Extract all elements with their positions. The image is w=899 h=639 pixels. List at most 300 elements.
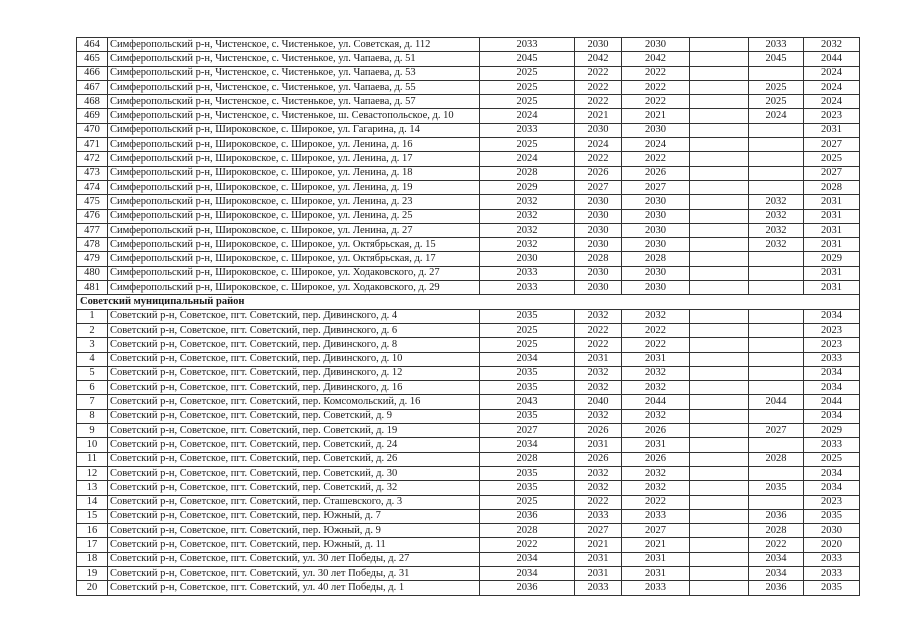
address-cell: Советский р-н, Советское, пгт. Советский, пер. Сташевского, д. 3 (108, 495, 480, 509)
year-cell-2: 2031 (575, 438, 622, 452)
row-number: 466 (77, 66, 108, 80)
row-number: 471 (77, 138, 108, 152)
year-cell-4 (690, 238, 749, 252)
year-cell-6: 2033 (804, 552, 860, 566)
year-cell-5: 2035 (749, 481, 804, 495)
year-cell-4 (690, 281, 749, 295)
year-cell-3: 2022 (622, 495, 690, 509)
year-cell-6: 2025 (804, 152, 860, 166)
address-cell: Симферопольский р-н, Чистенское, с. Чистенькое, ул. Советская, д. 112 (108, 38, 480, 52)
year-cell-6: 2031 (804, 209, 860, 223)
year-cell-2: 2022 (575, 338, 622, 352)
year-cell-5 (749, 409, 804, 423)
year-cell-4 (690, 323, 749, 337)
year-cell-6: 2024 (804, 66, 860, 80)
year-cell-2: 2033 (575, 509, 622, 523)
year-cell-6: 2035 (804, 581, 860, 595)
year-cell-6: 2034 (804, 481, 860, 495)
year-cell-2: 2032 (575, 466, 622, 480)
year-cell-2: 2032 (575, 409, 622, 423)
table-section (77, 295, 860, 309)
year-cell-1: 2025 (480, 80, 575, 94)
year-cell-1: 2025 (480, 95, 575, 109)
table-row (77, 152, 860, 166)
year-cell-5: 2027 (749, 424, 804, 438)
year-cell-4 (690, 180, 749, 194)
year-cell-4 (690, 152, 749, 166)
address-cell: Советский р-н, Советское, пгт. Советский, пер. Дивинского, д. 10 (108, 352, 480, 366)
address-cell: Симферопольский р-н, Чистенское, с. Чистенькое, ул. Чапаева, д. 57 (108, 95, 480, 109)
year-cell-3: 2033 (622, 581, 690, 595)
year-cell-2: 2031 (575, 552, 622, 566)
section-header-row (77, 295, 860, 309)
year-cell-2: 2022 (575, 323, 622, 337)
year-cell-6: 2034 (804, 409, 860, 423)
year-cell-6: 2027 (804, 138, 860, 152)
year-cell-1: 2035 (480, 381, 575, 395)
year-cell-1: 2034 (480, 566, 575, 580)
table-row (77, 138, 860, 152)
year-cell-6: 2044 (804, 52, 860, 66)
year-cell-4 (690, 481, 749, 495)
address-cell: Симферопольский р-н, Чистенское, с. Чистенькое, ул. Чапаева, д. 51 (108, 52, 480, 66)
address-cell: Советский р-н, Советское, пгт. Советский, пер. Дивинского, д. 8 (108, 338, 480, 352)
year-cell-2: 2030 (575, 266, 622, 280)
address-cell: Советский р-н, Советское, пгт. Советский, пер. Советский, д. 26 (108, 452, 480, 466)
table-row (77, 381, 860, 395)
address-cell: Советский р-н, Советское, пгт. Советский, пер. Дивинского, д. 4 (108, 309, 480, 323)
year-cell-3: 2021 (622, 109, 690, 123)
row-number: 4 (77, 352, 108, 366)
year-cell-2: 2032 (575, 381, 622, 395)
year-cell-1: 2045 (480, 52, 575, 66)
year-cell-2: 2030 (575, 195, 622, 209)
row-number: 469 (77, 109, 108, 123)
table-row (77, 95, 860, 109)
year-cell-3: 2030 (622, 123, 690, 137)
year-cell-1: 2036 (480, 581, 575, 595)
address-cell: Симферопольский р-н, Чистенское, с. Чистенькое, ул. Чапаева, д. 55 (108, 80, 480, 94)
year-cell-1: 2022 (480, 538, 575, 552)
year-cell-3: 2044 (622, 395, 690, 409)
year-cell-4 (690, 352, 749, 366)
year-cell-1: 2025 (480, 138, 575, 152)
row-number: 14 (77, 495, 108, 509)
year-cell-4 (690, 381, 749, 395)
year-cell-3: 2026 (622, 166, 690, 180)
year-cell-4 (690, 366, 749, 380)
year-cell-5 (749, 323, 804, 337)
table-row (77, 566, 860, 580)
table-body-upper (77, 38, 860, 295)
year-cell-4 (690, 395, 749, 409)
row-number: 13 (77, 481, 108, 495)
year-cell-1: 2035 (480, 466, 575, 480)
year-cell-5: 2028 (749, 452, 804, 466)
year-cell-4 (690, 138, 749, 152)
year-cell-2: 2026 (575, 424, 622, 438)
row-number: 470 (77, 123, 108, 137)
row-number: 19 (77, 566, 108, 580)
year-cell-5 (749, 180, 804, 194)
year-cell-2: 2022 (575, 80, 622, 94)
year-cell-3: 2022 (622, 152, 690, 166)
year-cell-1: 2025 (480, 323, 575, 337)
address-cell: Симферопольский р-н, Широковское, с. Широкое, ул. Ленина, д. 19 (108, 180, 480, 194)
row-number: 7 (77, 395, 108, 409)
row-number: 12 (77, 466, 108, 480)
year-cell-4 (690, 266, 749, 280)
year-cell-6: 2031 (804, 123, 860, 137)
year-cell-5 (749, 252, 804, 266)
year-cell-1: 2025 (480, 495, 575, 509)
table-row (77, 223, 860, 237)
row-number: 16 (77, 524, 108, 538)
table-row (77, 466, 860, 480)
row-number: 9 (77, 424, 108, 438)
year-cell-5: 2032 (749, 209, 804, 223)
year-cell-3: 2032 (622, 309, 690, 323)
year-cell-1: 2033 (480, 123, 575, 137)
address-cell: Советский р-н, Советское, пгт. Советский, пер. Советский, д. 24 (108, 438, 480, 452)
year-cell-6: 2029 (804, 424, 860, 438)
year-cell-4 (690, 466, 749, 480)
year-cell-1: 2035 (480, 481, 575, 495)
address-cell: Советский р-н, Советское, пгт. Советский, пер. Дивинского, д. 6 (108, 323, 480, 337)
year-cell-5: 2033 (749, 38, 804, 52)
year-cell-3: 2022 (622, 95, 690, 109)
year-cell-1: 2035 (480, 366, 575, 380)
year-cell-3: 2027 (622, 524, 690, 538)
row-number: 1 (77, 309, 108, 323)
year-cell-6: 2035 (804, 509, 860, 523)
year-cell-2: 2032 (575, 366, 622, 380)
year-cell-6: 2031 (804, 223, 860, 237)
year-cell-2: 2028 (575, 252, 622, 266)
year-cell-1: 2024 (480, 152, 575, 166)
year-cell-4 (690, 52, 749, 66)
year-cell-2: 2027 (575, 180, 622, 194)
year-cell-3: 2022 (622, 80, 690, 94)
year-cell-5: 2025 (749, 80, 804, 94)
table-row (77, 352, 860, 366)
table-row (77, 252, 860, 266)
year-cell-4 (690, 66, 749, 80)
year-cell-4 (690, 166, 749, 180)
row-number: 11 (77, 452, 108, 466)
table-row (77, 395, 860, 409)
row-number: 17 (77, 538, 108, 552)
year-cell-5 (749, 123, 804, 137)
address-cell: Симферопольский р-н, Широковское, с. Широкое, ул. Ходаковского, д. 27 (108, 266, 480, 280)
address-cell: Симферопольский р-н, Чистенское, с. Чистенькое, ш. Севастопольское, д. 10 (108, 109, 480, 123)
year-cell-4 (690, 123, 749, 137)
year-cell-2: 2024 (575, 138, 622, 152)
year-cell-1: 2034 (480, 438, 575, 452)
table-row (77, 452, 860, 466)
table-row (77, 281, 860, 295)
table-row (77, 38, 860, 52)
address-cell: Советский р-н, Советское, пгт. Советский, пер. Советский, д. 9 (108, 409, 480, 423)
year-cell-3: 2032 (622, 481, 690, 495)
table-row (77, 509, 860, 523)
year-cell-6: 2025 (804, 452, 860, 466)
housing-register-table (76, 37, 860, 596)
year-cell-5: 2032 (749, 223, 804, 237)
year-cell-6: 2024 (804, 80, 860, 94)
year-cell-5: 2028 (749, 524, 804, 538)
row-number: 477 (77, 223, 108, 237)
year-cell-5: 2022 (749, 538, 804, 552)
year-cell-2: 2032 (575, 481, 622, 495)
address-cell: Симферопольский р-н, Широковское, с. Широкое, ул. Ленина, д. 16 (108, 138, 480, 152)
year-cell-2: 2022 (575, 152, 622, 166)
year-cell-4 (690, 566, 749, 580)
table-row (77, 66, 860, 80)
address-cell: Советский р-н, Советское, пгт. Советский, пер. Советский, д. 19 (108, 424, 480, 438)
year-cell-5 (749, 338, 804, 352)
year-cell-6: 2034 (804, 366, 860, 380)
year-cell-1: 2035 (480, 409, 575, 423)
year-cell-2: 2040 (575, 395, 622, 409)
row-number: 20 (77, 581, 108, 595)
year-cell-1: 2035 (480, 309, 575, 323)
year-cell-6: 2033 (804, 566, 860, 580)
year-cell-5: 2034 (749, 566, 804, 580)
address-cell: Симферопольский р-н, Широковское, с. Широкое, ул. Ходаковского, д. 29 (108, 281, 480, 295)
year-cell-2: 2021 (575, 538, 622, 552)
address-cell: Советский р-н, Советское, пгт. Советский, пер. Советский, д. 30 (108, 466, 480, 480)
table-row (77, 552, 860, 566)
table-row (77, 409, 860, 423)
year-cell-2: 2022 (575, 66, 622, 80)
year-cell-3: 2022 (622, 66, 690, 80)
year-cell-5 (749, 438, 804, 452)
year-cell-1: 2033 (480, 38, 575, 52)
year-cell-6: 2024 (804, 95, 860, 109)
year-cell-4 (690, 95, 749, 109)
year-cell-3: 2042 (622, 52, 690, 66)
year-cell-1: 2032 (480, 223, 575, 237)
year-cell-6: 2031 (804, 266, 860, 280)
year-cell-5 (749, 466, 804, 480)
year-cell-1: 2028 (480, 166, 575, 180)
row-number: 481 (77, 281, 108, 295)
year-cell-1: 2024 (480, 109, 575, 123)
address-cell: Симферопольский р-н, Широковское, с. Широкое, ул. Гагарина, д. 14 (108, 123, 480, 137)
row-number: 472 (77, 152, 108, 166)
year-cell-3: 2031 (622, 438, 690, 452)
year-cell-4 (690, 80, 749, 94)
year-cell-6: 2031 (804, 238, 860, 252)
year-cell-3: 2026 (622, 452, 690, 466)
year-cell-2: 2030 (575, 223, 622, 237)
table-row (77, 52, 860, 66)
year-cell-6: 2028 (804, 180, 860, 194)
year-cell-2: 2033 (575, 581, 622, 595)
year-cell-3: 2030 (622, 195, 690, 209)
year-cell-1: 2032 (480, 195, 575, 209)
year-cell-3: 2028 (622, 252, 690, 266)
year-cell-6: 2023 (804, 109, 860, 123)
year-cell-3: 2032 (622, 409, 690, 423)
row-number: 475 (77, 195, 108, 209)
row-number: 468 (77, 95, 108, 109)
year-cell-4 (690, 223, 749, 237)
year-cell-5: 2024 (749, 109, 804, 123)
year-cell-6: 2031 (804, 281, 860, 295)
year-cell-4 (690, 195, 749, 209)
year-cell-1: 2029 (480, 180, 575, 194)
address-cell: Симферопольский р-н, Широковское, с. Широкое, ул. Октябрьская, д. 17 (108, 252, 480, 266)
table-row (77, 438, 860, 452)
year-cell-4 (690, 581, 749, 595)
year-cell-5: 2045 (749, 52, 804, 66)
year-cell-6: 2034 (804, 309, 860, 323)
row-number: 479 (77, 252, 108, 266)
year-cell-1: 2025 (480, 66, 575, 80)
year-cell-5 (749, 138, 804, 152)
address-cell: Советский р-н, Советское, пгт. Советский, пер. Комсомольский, д. 16 (108, 395, 480, 409)
address-cell: Советский р-н, Советское, пгт. Советский, ул. 30 лет Победы, д. 27 (108, 552, 480, 566)
year-cell-2: 2030 (575, 38, 622, 52)
address-cell: Симферопольский р-н, Широковское, с. Широкое, ул. Ленина, д. 23 (108, 195, 480, 209)
year-cell-2: 2030 (575, 123, 622, 137)
year-cell-1: 2032 (480, 238, 575, 252)
section-title: Советский муниципальный район (77, 295, 860, 309)
year-cell-5 (749, 366, 804, 380)
address-cell: Советский р-н, Советское, пгт. Советский, пер. Советский, д. 32 (108, 481, 480, 495)
table-row (77, 424, 860, 438)
table-row (77, 538, 860, 552)
table-row (77, 581, 860, 595)
year-cell-3: 2030 (622, 281, 690, 295)
year-cell-6: 2034 (804, 381, 860, 395)
table-row (77, 209, 860, 223)
year-cell-5: 2044 (749, 395, 804, 409)
year-cell-2: 2042 (575, 52, 622, 66)
year-cell-1: 2033 (480, 281, 575, 295)
year-cell-6: 2033 (804, 352, 860, 366)
year-cell-4 (690, 509, 749, 523)
table-row (77, 266, 860, 280)
year-cell-4 (690, 495, 749, 509)
year-cell-3: 2030 (622, 266, 690, 280)
year-cell-3: 2026 (622, 424, 690, 438)
year-cell-5 (749, 281, 804, 295)
year-cell-4 (690, 38, 749, 52)
year-cell-4 (690, 452, 749, 466)
address-cell: Симферопольский р-н, Широковское, с. Широкое, ул. Ленина, д. 27 (108, 223, 480, 237)
year-cell-6: 2030 (804, 524, 860, 538)
year-cell-6: 2034 (804, 466, 860, 480)
year-cell-4 (690, 309, 749, 323)
table-body-lower (77, 309, 860, 595)
row-number: 8 (77, 409, 108, 423)
table-row (77, 323, 860, 337)
table-row (77, 481, 860, 495)
year-cell-3: 2030 (622, 38, 690, 52)
year-cell-4 (690, 409, 749, 423)
table-row (77, 524, 860, 538)
table-row (77, 195, 860, 209)
table-row (77, 180, 860, 194)
year-cell-6: 2020 (804, 538, 860, 552)
year-cell-4 (690, 338, 749, 352)
row-number: 10 (77, 438, 108, 452)
year-cell-3: 2022 (622, 338, 690, 352)
year-cell-5 (749, 309, 804, 323)
address-cell: Советский р-н, Советское, пгт. Советский, пер. Южный, д. 7 (108, 509, 480, 523)
year-cell-6: 2023 (804, 323, 860, 337)
year-cell-3: 2021 (622, 538, 690, 552)
year-cell-5 (749, 352, 804, 366)
year-cell-1: 2025 (480, 338, 575, 352)
year-cell-4 (690, 424, 749, 438)
year-cell-1: 2033 (480, 266, 575, 280)
year-cell-6: 2033 (804, 438, 860, 452)
year-cell-2: 2032 (575, 309, 622, 323)
address-cell: Симферопольский р-н, Широковское, с. Широкое, ул. Октябрьская, д. 15 (108, 238, 480, 252)
address-cell: Советский р-н, Советское, пгт. Советский, пер. Дивинского, д. 16 (108, 381, 480, 395)
year-cell-5 (749, 266, 804, 280)
address-cell: Советский р-н, Советское, пгт. Советский, пер. Южный, д. 11 (108, 538, 480, 552)
row-number: 5 (77, 366, 108, 380)
table-row (77, 338, 860, 352)
year-cell-6: 2032 (804, 38, 860, 52)
address-cell: Советский р-н, Советское, пгт. Советский, пер. Южный, д. 9 (108, 524, 480, 538)
row-number: 464 (77, 38, 108, 52)
year-cell-1: 2028 (480, 452, 575, 466)
year-cell-4 (690, 252, 749, 266)
year-cell-3: 2030 (622, 223, 690, 237)
row-number: 478 (77, 238, 108, 252)
year-cell-1: 2032 (480, 209, 575, 223)
row-number: 15 (77, 509, 108, 523)
year-cell-5 (749, 166, 804, 180)
year-cell-3: 2024 (622, 138, 690, 152)
year-cell-5 (749, 495, 804, 509)
table-row (77, 109, 860, 123)
table-row (77, 166, 860, 180)
year-cell-2: 2030 (575, 209, 622, 223)
year-cell-2: 2026 (575, 166, 622, 180)
year-cell-4 (690, 209, 749, 223)
year-cell-5: 2034 (749, 552, 804, 566)
year-cell-5: 2032 (749, 195, 804, 209)
address-cell: Симферопольский р-н, Чистенское, с. Чистенькое, ул. Чапаева, д. 53 (108, 66, 480, 80)
row-number: 467 (77, 80, 108, 94)
year-cell-3: 2027 (622, 180, 690, 194)
year-cell-2: 2021 (575, 109, 622, 123)
year-cell-6: 2023 (804, 338, 860, 352)
year-cell-2: 2022 (575, 95, 622, 109)
row-number: 474 (77, 180, 108, 194)
year-cell-5 (749, 66, 804, 80)
year-cell-5: 2025 (749, 95, 804, 109)
year-cell-2: 2031 (575, 352, 622, 366)
table-row (77, 238, 860, 252)
year-cell-6: 2027 (804, 166, 860, 180)
table-row (77, 123, 860, 137)
year-cell-4 (690, 552, 749, 566)
table-row (77, 366, 860, 380)
address-cell: Советский р-н, Советское, пгт. Советский, ул. 30 лет Победы, д. 31 (108, 566, 480, 580)
year-cell-5: 2032 (749, 238, 804, 252)
row-number: 3 (77, 338, 108, 352)
row-number: 2 (77, 323, 108, 337)
year-cell-3: 2033 (622, 509, 690, 523)
